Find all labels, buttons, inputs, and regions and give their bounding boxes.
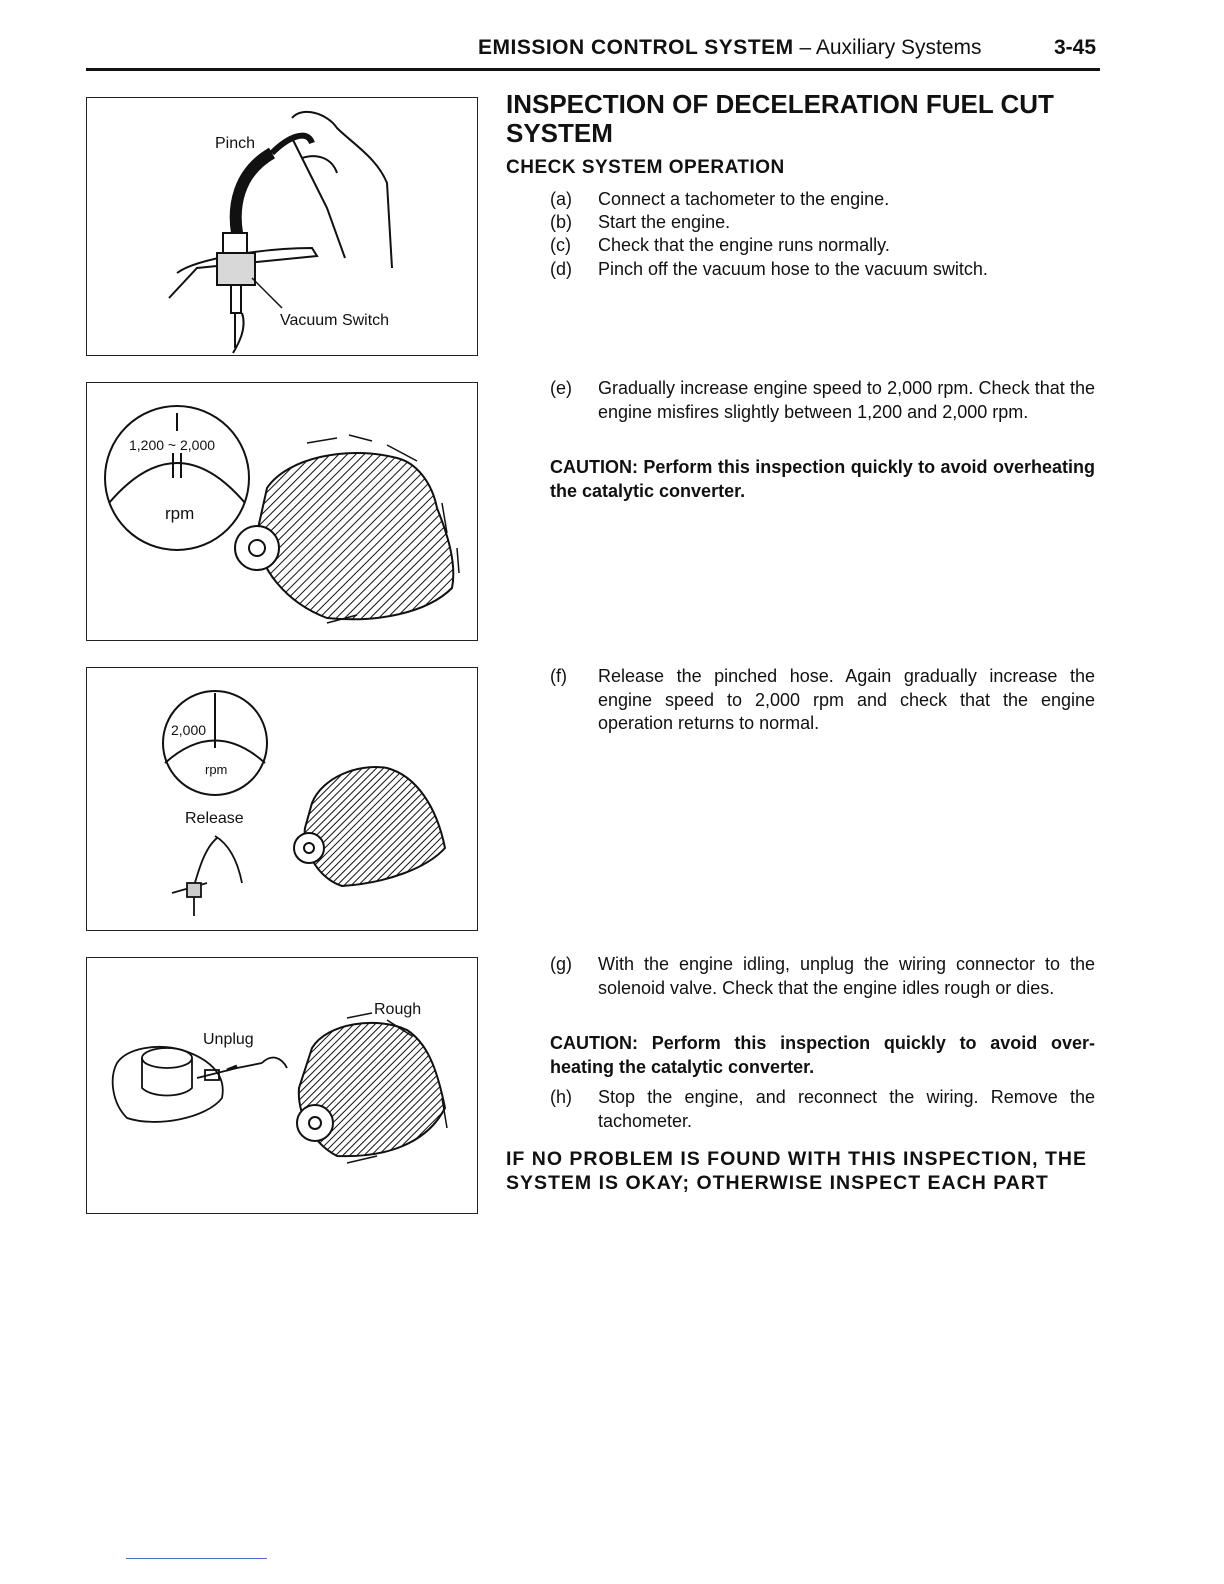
page-number: 3-45	[1053, 36, 1096, 59]
header-title	[478, 36, 982, 60]
rough-label: Rough	[374, 1001, 422, 1018]
footer-line	[126, 1558, 267, 1559]
step-g-marker: (g)	[550, 954, 572, 974]
step-g-text: With the engine idling, unplug the wiring connector to the solenoid valve. Check that the engine idles rough or dies.	[598, 954, 1095, 998]
page-header	[86, 34, 1100, 71]
step-d-text: Pinch off the vacuum hose to the vacuum switch.	[598, 259, 988, 279]
caution-2: CAUTION: Perform this inspection quickly to avoid over-heating the catalytic converter.	[550, 1033, 1095, 1077]
step-e	[550, 377, 1095, 424]
step-a	[550, 188, 1095, 212]
step-a-marker: (a)	[550, 189, 572, 209]
step-e-text: Gradually increase engine speed to 2,000 rpm. Check that the engine misfires slightly between 1,200 and 2,000 rpm.	[598, 378, 1095, 422]
step-d	[550, 258, 1095, 282]
step-b-text: Start the engine.	[598, 212, 731, 232]
step-c-text: Check that the engine runs normally.	[598, 235, 890, 255]
step-b-marker: (b)	[550, 212, 572, 232]
section-subtitle: CHECK SYSTEM OPERATION	[506, 157, 785, 178]
step-b	[550, 211, 1095, 235]
section-title: INSPECTION OF DECELERATION FUEL CUT SYSTEM	[506, 89, 1054, 148]
caution-1: CAUTION: Perform this inspection quickly to avoid overheating the catalytic converter.	[550, 457, 1095, 501]
release-label: Release	[185, 810, 244, 827]
unplug-label: Unplug	[203, 1031, 254, 1048]
rpm-unit-label: rpm	[165, 504, 195, 523]
figure-unplug	[86, 957, 478, 1214]
step-f-marker: (f)	[550, 666, 567, 686]
step-f-text: Release the pinched hose. Again gradually increase the engine speed to 2,000 rpm and check that the engine operation returns to normal.	[598, 666, 1095, 733]
step-c-marker: (c)	[550, 235, 571, 255]
rpm-unit-label-2: rpm	[205, 762, 228, 777]
step-c	[550, 234, 1095, 258]
rpm-range-label: 1,200 ~ 2,000	[129, 437, 216, 453]
step-h-marker: (h)	[550, 1087, 572, 1107]
step-d-marker: (d)	[550, 259, 572, 279]
figure-tachometer-range	[86, 382, 478, 641]
final-note: IF NO PROBLEM IS FOUND WITH THIS INSPECTION, THE SYSTEM IS OKAY; OTHERWISE INSPECT EACH PART	[506, 1148, 1088, 1194]
vacuum-switch-label: Vacuum Switch	[280, 312, 390, 329]
step-h	[550, 1086, 1095, 1133]
header-title-sub: – Auxiliary Systems	[793, 36, 982, 59]
header-title-main: EMISSION CONTROL SYSTEM	[478, 36, 794, 59]
pinch-label: Pinch	[215, 135, 256, 152]
rpm-speed-label: 2,000	[171, 722, 207, 738]
figure-pinch-vacuum-switch	[86, 97, 478, 356]
figure-release	[86, 667, 478, 931]
unplug-illustration	[87, 958, 477, 1213]
step-e-marker: (e)	[550, 378, 572, 398]
step-h-text: Stop the engine, and reconnect the wiring. Remove the tachometer.	[598, 1087, 1095, 1131]
release-illustration	[87, 668, 477, 930]
tachometer-engine-illustration	[87, 383, 477, 640]
step-f	[550, 665, 1095, 736]
step-g	[550, 953, 1095, 1000]
step-a-text: Connect a tachometer to the engine.	[598, 189, 890, 209]
